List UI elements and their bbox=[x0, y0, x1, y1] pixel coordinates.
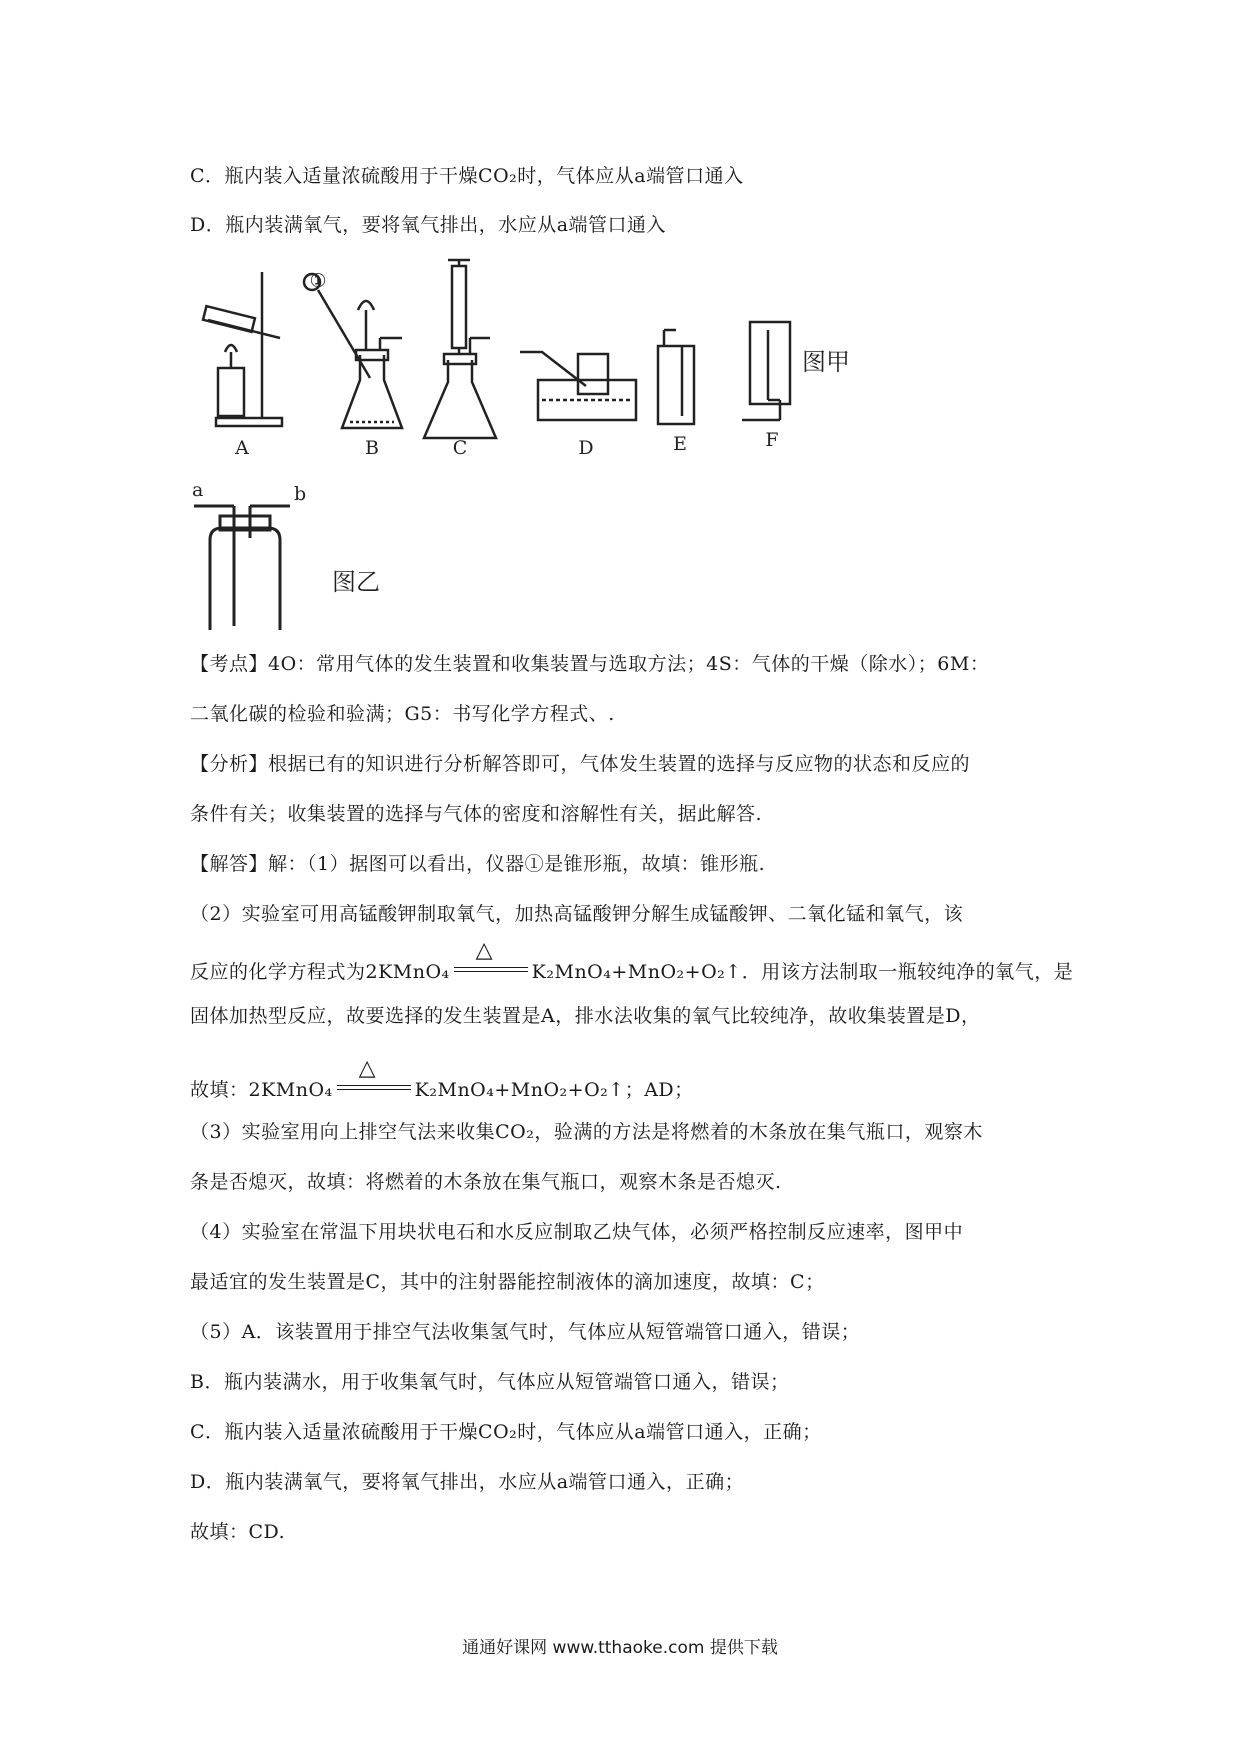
jieda-q5-d: D．瓶内装满氧气，要将氧气排出，水应从a端管口通入，正确； bbox=[190, 1471, 745, 1493]
delta-symbol: △ bbox=[475, 938, 494, 963]
jieda-q4-line-2: 最适宜的发生装置是C，其中的注射器能控制液体的滴加速度，故填：C； bbox=[190, 1271, 825, 1293]
apparatus-f bbox=[742, 322, 790, 420]
jieda-answer: 故填：CD. bbox=[190, 1521, 286, 1543]
jieda-q2-line-1: （2）实验室可用高锰酸钾制取氧气，加热高锰酸钾分解生成锰酸钾、二氧化锰和氧气，该 bbox=[190, 903, 964, 925]
figure-yi bbox=[190, 480, 450, 630]
jieda-q2-line-3: 固体加热型反应，故要选择的发生装置是A，排水法收集的氧气比较纯净，故收集装置是D， bbox=[190, 1005, 981, 1027]
label-tube-b: b bbox=[294, 483, 307, 505]
label-tube-a: a bbox=[192, 480, 204, 501]
figure-jia-drawing bbox=[190, 250, 950, 460]
figure-yi-caption: 图乙 bbox=[332, 568, 380, 596]
figure-jia-caption: 图甲 bbox=[802, 348, 850, 376]
apparatus-b bbox=[342, 301, 402, 428]
apparatus-c bbox=[424, 260, 496, 438]
label-d: D bbox=[578, 437, 594, 459]
jieda-q2-line-4 bbox=[190, 1056, 694, 1104]
label-f: F bbox=[765, 429, 779, 451]
label-c: C bbox=[452, 437, 468, 459]
answer-products: K₂MnO₄+MnO₂+O₂↑；AD； bbox=[414, 1079, 694, 1101]
heating-equals-sign-2 bbox=[333, 1056, 415, 1096]
option-d-top: D．瓶内装满氧气，要将氧气排出，水应从a端管口通入 bbox=[190, 214, 667, 236]
equation-products: K₂MnO₄+MnO₂+O₂↑．用该方法制取一瓶较纯净的氧气，是 bbox=[531, 961, 1074, 983]
page-footer: 通通好课网 www.tthaoke.com 提供下载 bbox=[462, 1638, 778, 1658]
apparatus-e bbox=[658, 330, 694, 424]
apparatus-a bbox=[203, 272, 282, 426]
jieda-q3-line-2: 条是否熄灭，故填：将燃着的木条放在集气瓶口，观察木条是否熄灭. bbox=[190, 1171, 782, 1193]
jieda-q4-line-1: （4）实验室在常温下用块状电石和水反应制取乙炔气体，必须严格控制反应速率，图甲中 bbox=[190, 1221, 964, 1243]
fenxi-line-1: 【分析】根据已有的知识进行分析解答即可，气体发生装置的选择与反应物的状态和反应的 bbox=[190, 753, 971, 775]
label-a: A bbox=[235, 437, 249, 459]
delta-symbol-2: △ bbox=[358, 1056, 377, 1081]
apparatus-d bbox=[520, 352, 636, 420]
label-e: E bbox=[673, 433, 687, 455]
figure-yi-drawing bbox=[190, 480, 450, 630]
jieda-q1: 【解答】解：（1）据图可以看出，仪器①是锥形瓶，故填：锥形瓶. bbox=[190, 853, 766, 875]
figure-marker: ① bbox=[309, 270, 327, 292]
figure-jia bbox=[190, 250, 950, 460]
jieda-q5-a: （5）A．该装置用于排空气法收集氢气时，气体应从短管端管口通入，错误； bbox=[190, 1321, 861, 1343]
jieda-q5-b: B．瓶内装满水，用于收集氧气时，气体应从短管端管口通入，错误； bbox=[190, 1371, 790, 1393]
jieda-q3-line-1: （3）实验室用向上排空气法来收集CO₂，验满的方法是将燃着的木条放在集气瓶口，观察木 bbox=[190, 1121, 983, 1143]
kaodian-line-1: 【考点】4O：常用气体的发生装置和收集装置与选取方法；4S：气体的干燥（除水）；6M： bbox=[190, 653, 990, 675]
jieda-q5-c: C．瓶内装入适量浓硫酸用于干燥CO₂时，气体应从a端管口通入，正确； bbox=[190, 1421, 822, 1443]
answer-reactant: 故填：2KMnO₄ bbox=[190, 1079, 333, 1101]
equation-reactant: 反应的化学方程式为2KMnO₄ bbox=[190, 961, 450, 983]
label-b: B bbox=[365, 437, 379, 459]
kaodian-line-2: 二氧化碳的检验和验满；G5：书写化学方程式、. bbox=[190, 703, 615, 725]
jieda-q2-line-2 bbox=[190, 938, 1074, 986]
option-c-top: C．瓶内装入适量浓硫酸用于干燥CO₂时，气体应从a端管口通入 bbox=[190, 165, 744, 187]
fenxi-line-2: 条件有关；收集装置的选择与气体的密度和溶解性有关，据此解答. bbox=[190, 803, 763, 825]
heating-equals-sign bbox=[450, 938, 532, 978]
